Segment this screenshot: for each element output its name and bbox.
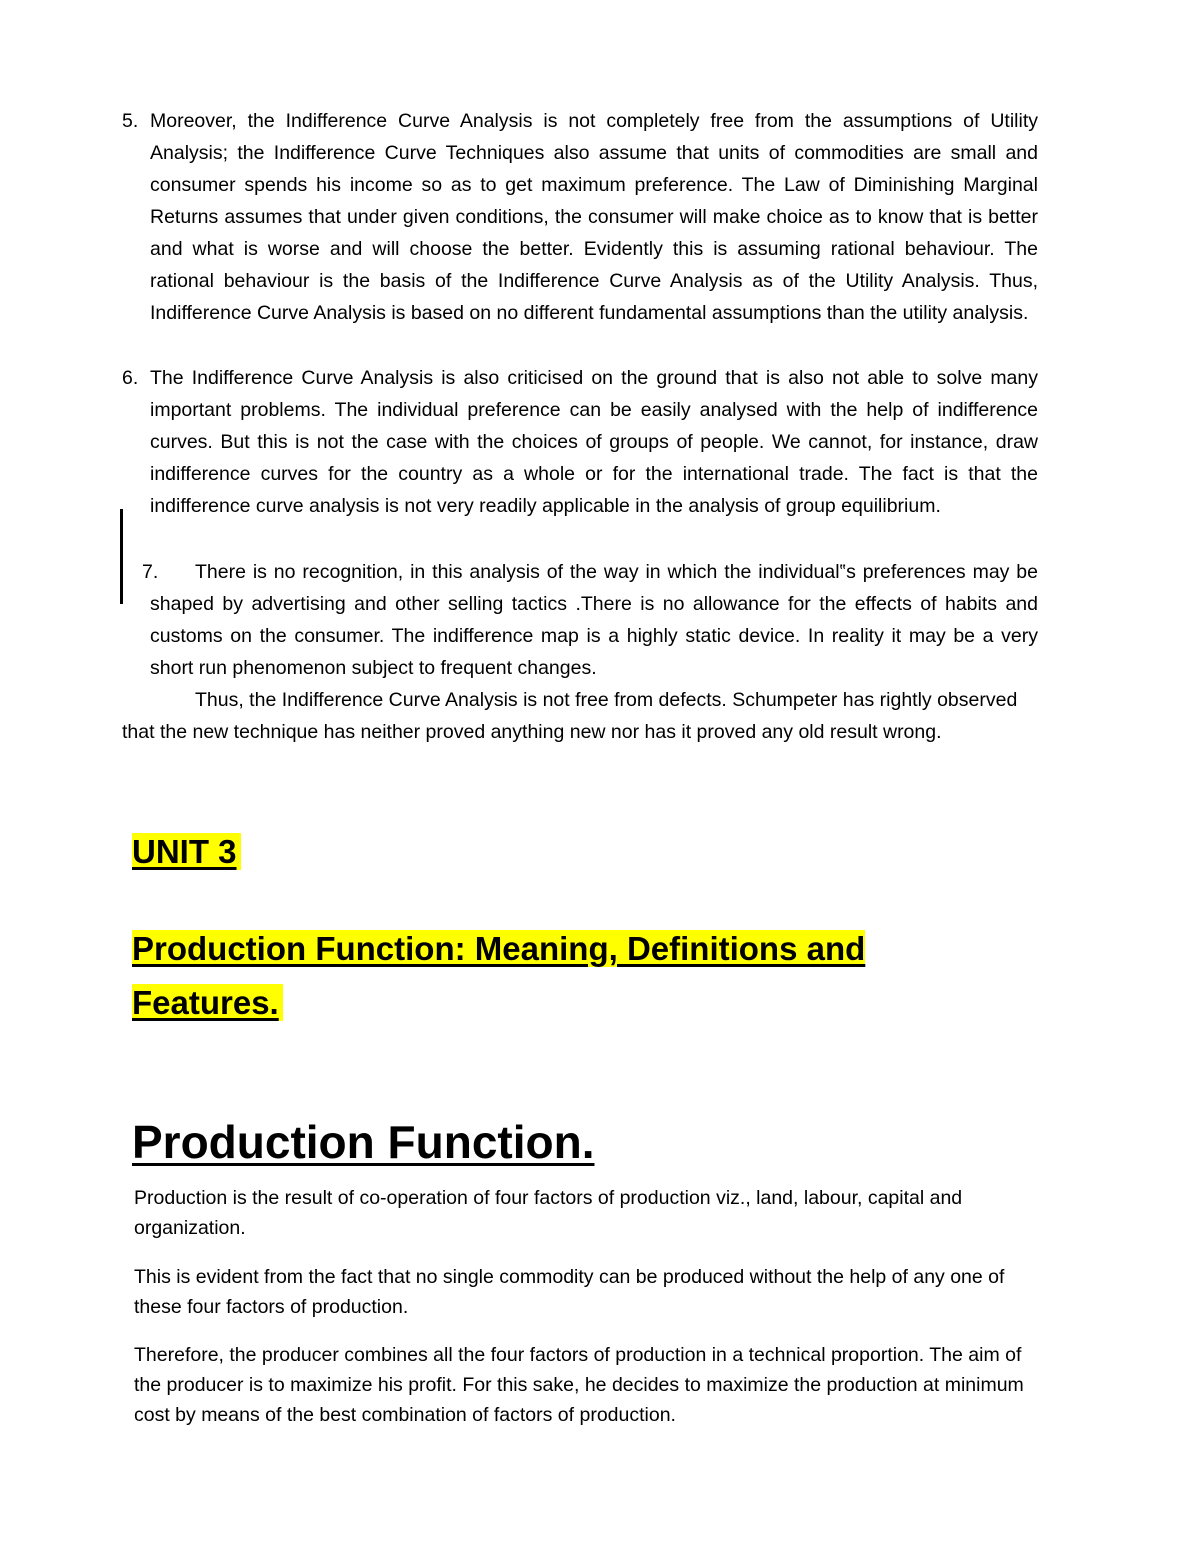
list-item-5 (122, 105, 1038, 329)
unit-heading-text: UNIT 3 (132, 833, 241, 870)
list-item-text: There is no recognition, in this analysis of the way in which the individual‟s preferences may be shaped by advertising and other selling tactics .There is no allowance for the effects of habits and customs on the consumer. The indifference map is a highly static device. In reality it may be a very short run phenomenon subject to frequent changes. (150, 561, 1038, 679)
list-item-text: Moreover, the Indifference Curve Analysis is not completely free from the assumptions of Utility Analysis; the Indifference Curve Techniques also assume that units of commodities are small and consumer spends his income so as to get maximum preference. The Law of Diminishing Marginal Returns assumes that under given conditions, the consumer will make choice as to know that is better and what is worse and will choose the better. Evidently this is assuming rational behaviour. The rational behaviour is the basis of the Indifference Curve Analysis as of the Utility Analysis. Thus, Indifference Curve Analysis is based on no different fundamental assumptions than the utility analysis. (150, 110, 1038, 324)
list-item-7 (142, 556, 1038, 684)
conclusion-text: Thus, the Indifference Curve Analysis is not free from defects. Schumpeter has rightly observed that the new technique has neither proved anything new nor has it proved any old result wrong. (122, 689, 1018, 743)
unit-heading (132, 826, 241, 878)
list-number: 6. (122, 367, 139, 389)
body-paragraph-2: This is evident from the fact that no single commodity can be produced without the help of any one of these four factors of production. (134, 1266, 1005, 1318)
body-paragraph-1: Production is the result of co-operation of four factors of production viz., land, labour, capital and organization. (134, 1187, 963, 1239)
list-item-6 (122, 362, 1038, 522)
body-paragraph-3: Therefore, the producer combines all the four factors of production in a technical proportion. The aim of the producer is to maximize his profit. For this sake, he decides to maximize the production at minimum cost by means of the best combination of factors of production. (134, 1344, 1024, 1426)
conclusion-paragraph (122, 684, 1038, 748)
section-heading-text: Production Function: Meaning, Definitions and Features. (132, 930, 866, 1021)
section-heading (132, 922, 932, 1030)
list-item-text: The Indifference Curve Analysis is also criticised on the ground that is also not able to solve many important problems. The individual preference can be easily analysed with the help of indifference curves. But this is not the case with the choices of groups of people. We cannot, for instance, draw indifference curves for the country as a whole or for the international trade. The fact is that the indifference curve analysis is not very readily applicable in the analysis of group equilibrium. (150, 367, 1038, 517)
list-number: 7. (142, 561, 159, 583)
revision-change-bar (120, 509, 123, 604)
list-number: 5. (122, 110, 139, 132)
page-title: Production Function. (132, 1116, 595, 1168)
